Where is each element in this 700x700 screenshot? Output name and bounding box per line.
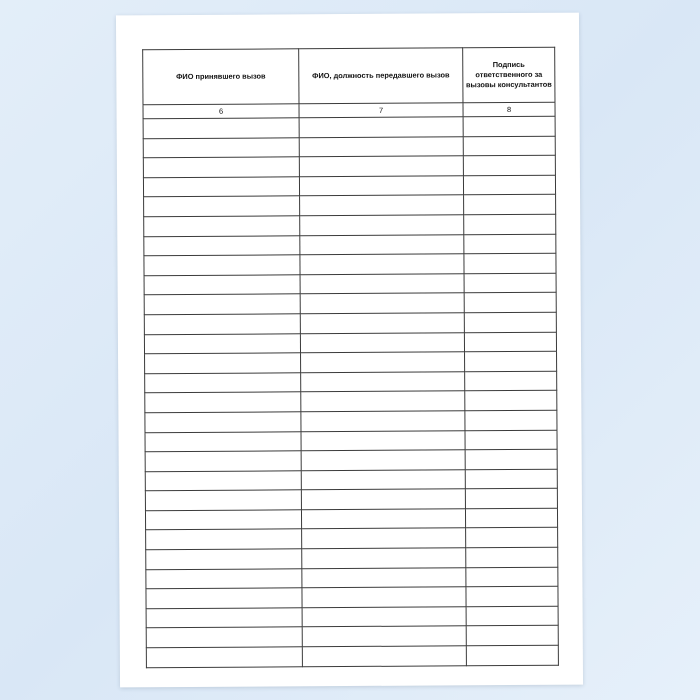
table-cell[interactable]: [146, 608, 302, 629]
table-row[interactable]: [146, 645, 558, 667]
table-cell[interactable]: [466, 586, 558, 606]
table-cell[interactable]: [145, 510, 301, 531]
table-cell[interactable]: [302, 607, 466, 628]
table-cell[interactable]: [464, 195, 556, 215]
table-cell[interactable]: [145, 392, 301, 413]
table-cell[interactable]: [145, 353, 301, 374]
column-header-caller-name: ФИО принявшего вызов: [143, 49, 299, 105]
column-number-6: 6: [143, 104, 299, 119]
table-cell[interactable]: [465, 489, 557, 509]
table-cell[interactable]: [464, 234, 556, 254]
table-row[interactable]: [145, 449, 557, 471]
table-cell[interactable]: [143, 157, 299, 178]
table-cell[interactable]: [464, 312, 556, 332]
table-row[interactable]: [145, 371, 557, 393]
table-row[interactable]: [144, 273, 556, 295]
table-cell[interactable]: [464, 214, 556, 234]
table-cell[interactable]: [145, 431, 301, 452]
table-row[interactable]: [144, 312, 556, 334]
table-cell[interactable]: [466, 528, 558, 548]
table-row[interactable]: [145, 489, 557, 511]
table-cell[interactable]: [302, 646, 466, 667]
table-row[interactable]: [146, 606, 558, 628]
table-cell[interactable]: [146, 627, 302, 648]
table-row[interactable]: [145, 469, 557, 491]
table-row[interactable]: [145, 391, 557, 413]
table-cell[interactable]: [301, 372, 465, 393]
table-cell[interactable]: [465, 508, 557, 528]
column-header-transferred-by: ФИО, должность передавшего вызов: [299, 48, 463, 104]
table-cell[interactable]: [463, 116, 555, 136]
table-row[interactable]: [146, 626, 558, 648]
document-content: [142, 47, 558, 665]
table-cell[interactable]: [466, 567, 558, 587]
table-cell[interactable]: [144, 294, 300, 315]
table-cell[interactable]: [146, 588, 302, 609]
column-header-responsible-signature: Подпись ответственного за вызовы консультантов: [463, 47, 555, 103]
table-cell[interactable]: [144, 275, 300, 296]
table-cell[interactable]: [145, 451, 301, 472]
table-row[interactable]: [144, 214, 556, 236]
table-cell[interactable]: [299, 156, 463, 177]
table-cell[interactable]: [146, 647, 302, 668]
table-cell[interactable]: [465, 351, 557, 371]
table-cell[interactable]: [301, 489, 465, 510]
table-row[interactable]: [143, 155, 555, 177]
table-cell[interactable]: [144, 235, 300, 256]
table-row[interactable]: [145, 410, 557, 432]
table-row[interactable]: [146, 528, 558, 550]
table-cell[interactable]: [300, 195, 464, 216]
table-cell[interactable]: [299, 136, 463, 157]
column-number-7: 7: [299, 103, 463, 118]
table-cell[interactable]: [143, 137, 299, 158]
table-cell[interactable]: [466, 547, 558, 567]
table-cell[interactable]: [463, 155, 555, 175]
table-cell[interactable]: [301, 430, 465, 451]
table-cell[interactable]: [302, 587, 466, 608]
table-row[interactable]: [144, 234, 556, 256]
table-cell[interactable]: [145, 412, 301, 433]
table-cell[interactable]: [463, 175, 555, 195]
table-cell[interactable]: [300, 313, 464, 334]
table-cell[interactable]: [144, 314, 300, 335]
table-row[interactable]: [146, 586, 558, 608]
table-cell[interactable]: [465, 469, 557, 489]
table-cell[interactable]: [464, 293, 556, 313]
table-cell[interactable]: [300, 332, 464, 353]
column-number-8: 8: [463, 102, 555, 117]
table-cell[interactable]: [144, 333, 300, 354]
table-row[interactable]: [145, 508, 557, 530]
table-cell[interactable]: [300, 293, 464, 314]
table-row[interactable]: [143, 116, 555, 138]
table-cell[interactable]: [143, 118, 299, 139]
table-header-row: [143, 47, 555, 105]
table-body: [143, 116, 558, 667]
table-row[interactable]: [145, 351, 557, 373]
table-cell[interactable]: [465, 430, 557, 450]
table-cell[interactable]: [300, 215, 464, 236]
table-cell[interactable]: [465, 371, 557, 391]
table-row[interactable]: [145, 430, 557, 452]
table-cell[interactable]: [301, 352, 465, 373]
table-row[interactable]: [144, 195, 556, 217]
table-cell[interactable]: [301, 450, 465, 471]
table-cell[interactable]: [145, 490, 301, 511]
table-cell[interactable]: [144, 216, 300, 237]
table-cell[interactable]: [146, 568, 302, 589]
table-row[interactable]: [146, 567, 558, 589]
table-cell[interactable]: [466, 645, 558, 665]
table-cell[interactable]: [465, 449, 557, 469]
table-cell[interactable]: [299, 176, 463, 197]
table-row[interactable]: [143, 136, 555, 158]
registry-table: [142, 47, 559, 668]
table-header: [143, 47, 555, 119]
table-row[interactable]: [144, 293, 556, 315]
table-cell[interactable]: [465, 391, 557, 411]
table-cell[interactable]: [144, 196, 300, 217]
table-cell[interactable]: [302, 626, 466, 647]
table-cell[interactable]: [146, 529, 302, 550]
table-cell[interactable]: [299, 117, 463, 138]
table-cell[interactable]: [464, 273, 556, 293]
table-row[interactable]: [143, 175, 555, 197]
table-cell[interactable]: [464, 253, 556, 273]
table-cell[interactable]: [464, 332, 556, 352]
table-cell[interactable]: [466, 606, 558, 626]
table-cell[interactable]: [300, 234, 464, 255]
table-cell[interactable]: [301, 411, 465, 432]
document-page: [116, 13, 583, 688]
table-row[interactable]: [146, 547, 558, 569]
table-cell[interactable]: [301, 509, 465, 530]
table-cell[interactable]: [300, 254, 464, 275]
table-cell[interactable]: [146, 549, 302, 570]
table-cell[interactable]: [145, 373, 301, 394]
table-cell[interactable]: [466, 626, 558, 646]
table-cell[interactable]: [302, 548, 466, 569]
table-cell[interactable]: [300, 274, 464, 295]
table-cell[interactable]: [465, 410, 557, 430]
table-cell[interactable]: [301, 391, 465, 412]
table-cell[interactable]: [145, 470, 301, 491]
table-cell[interactable]: [301, 469, 465, 490]
table-row[interactable]: [144, 332, 556, 354]
table-cell[interactable]: [302, 567, 466, 588]
table-cell[interactable]: [302, 528, 466, 549]
table-row[interactable]: [144, 253, 556, 275]
table-cell[interactable]: [463, 136, 555, 156]
table-cell[interactable]: [143, 177, 299, 198]
table-cell[interactable]: [144, 255, 300, 276]
